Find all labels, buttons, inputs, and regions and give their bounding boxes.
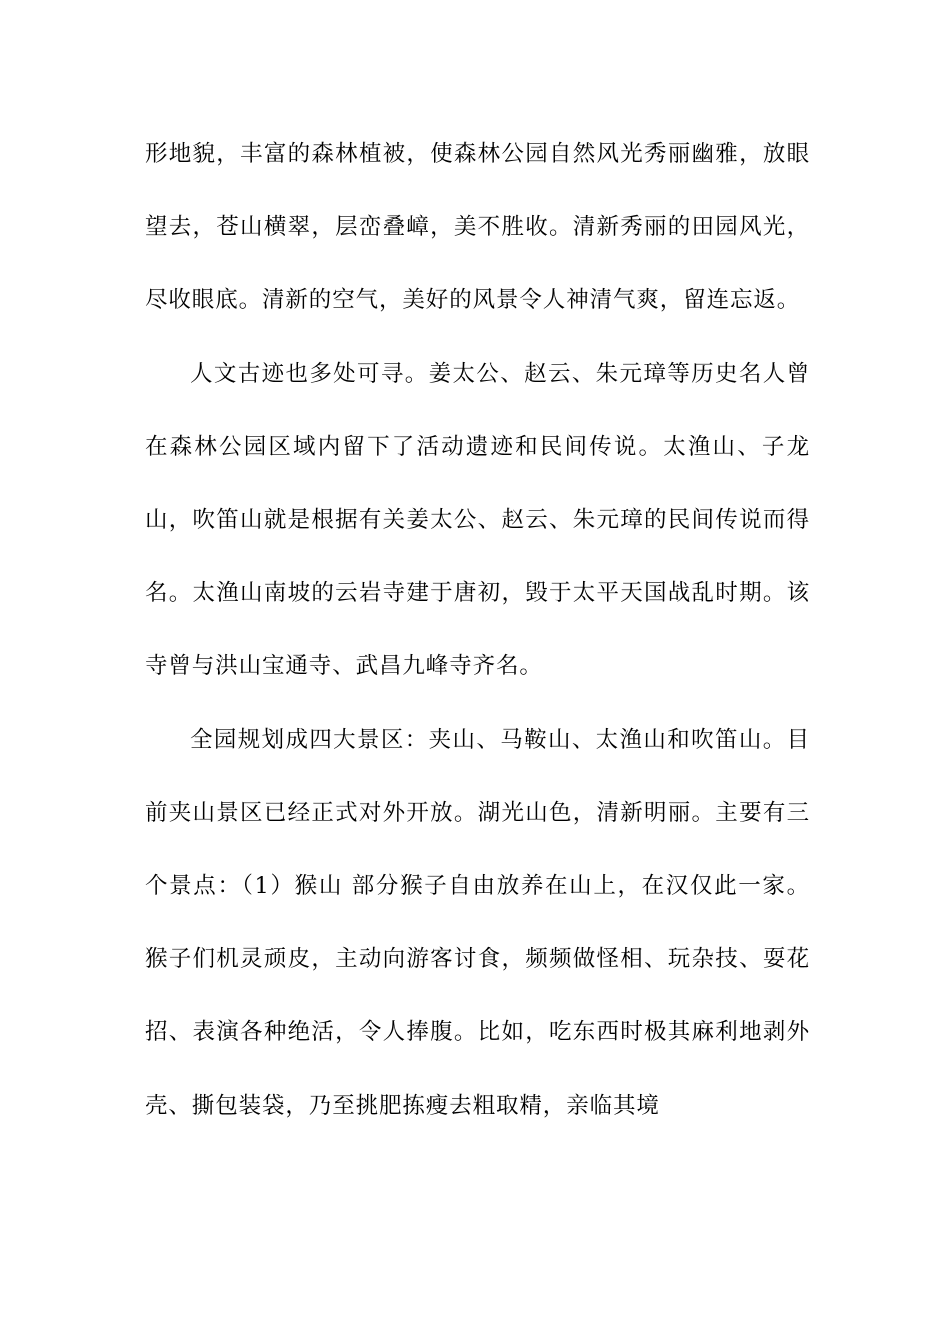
paragraph-scenic-areas: 全园规划成四大景区：夹山、马鞍山、太渔山和吹笛山。目前夹山景区已经正式对外开放。湖光山色，清新明丽。主要有三个景点：（1）猴山 部分猴子自由放养在山上，在汉仅此一家。猴子们机灵顽皮，主动向游客讨食，频频做怪相、玩杂技、耍花招、表演各种绝活，令人捧腹。比如，吃东西时极其麻利地剥外壳、撕包装袋，乃至挑肥拣瘦去粗取精，亲临其境 [145, 726, 810, 1119]
document-body [145, 118, 810, 1143]
paragraph-continued: 形地貌，丰富的森林植被，使森林公园自然风光秀丽幽雅，放眼望去，苍山横翠，层峦叠嶂，美不胜收。清新秀丽的田园风光，尽收眼底。清新的空气，美好的风景令人神清气爽，留连忘返。 [145, 141, 810, 314]
paragraph-historic-sites: 人文古迹也多处可寻。姜太公、赵云、朱元璋等历史名人曾在森林公园区域内留下了活动遗迹和民间传说。太渔山、子龙山，吹笛山就是根据有关姜太公、赵云、朱元璋的民间传说而得名。太渔山南坡的云岩寺建于唐初，毁于太平天国战乱时期。该寺曾与洪山宝通寺、武昌九峰寺齐名。 [145, 360, 810, 680]
